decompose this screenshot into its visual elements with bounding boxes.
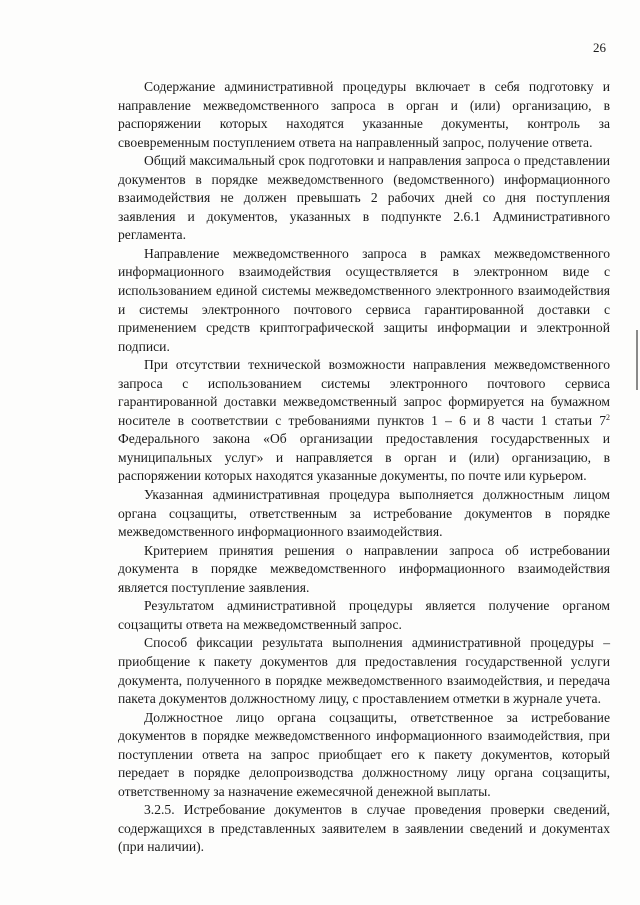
paragraph-responsible-official: Указанная административная процедура выполняется должностным лицом органа соцзащиты, ответственным за истребование документов в порядке межведомственного информационного взаимодействия.: [118, 487, 610, 540]
scan-edge-mark: [636, 330, 638, 390]
paragraph-procedure-result: Результатом административной процедуры является получение органом соцзащиты ответа на межведомственный запрос.: [118, 598, 610, 632]
paragraph-max-term: Общий максимальный срок подготовки и направления запроса о представлении документов в порядке межведомственного (ведомственного) информационного взаимодействия не должен превышать 2 рабочих дней со дня поступления заявления и документов, указанных в подпункте 2.6.1 Административного регламента.: [118, 153, 610, 243]
paragraph-procedure-content: Содержание административной процедуры включает в себя подготовку и направление межведомственного запроса в орган и (или) организацию, в распоряжении которых находятся указанные документы, контроль за своевременным поступлением ответа на направленный запрос, получение ответа.: [118, 79, 610, 150]
paragraph-paper-request: [118, 356, 610, 486]
paragraph-section-3-2-5: 3.2.5. Истребование документов в случае проведения проверки сведений, содержащихся в представленных заявителем в заявлении сведений и документах (при наличии).: [118, 802, 610, 855]
paragraph-official-actions: Должностное лицо органа соцзащиты, ответственное за истребование документов в порядке межведомственного информационного взаимодействия, при поступлении ответа на запрос приобщает его к пакету документов, который передает в порядке делопроизводства должностному лицу органа соцзащиты, ответственному за назначение ежемесячной денежной выплаты.: [118, 709, 610, 799]
paragraph-fixation-method: Способ фиксации результата выполнения административной процедуры – приобщение к пакету документов для предоставления государственной услуги документа, полученного в порядке межведомственного взаимодействия, и передача пакета документов должностному лицу, с проставлением отметки в журнале учета.: [118, 635, 610, 707]
paragraph-decision-criterion: Критерием принятия решения о направлении запроса об истребовании документа в порядке межведомственного информационного взаимодействия является поступление заявления.: [118, 542, 610, 595]
article-superscript: 2: [606, 412, 610, 422]
page-number: 26: [593, 40, 606, 55]
document-body: [118, 78, 610, 857]
paragraph-paper-request-text: При отсутствии технической возможности направления межведомственного запроса с использованием системы электронного почтового сервиса гарантированной доставки межведомственный запрос формируется на бумажном носителе в соответствии с требованиями пунктов 1 – 6 и 8 части 1 статьи 7: [118, 357, 610, 428]
paragraph-electronic-request: Направление межведомственного запроса в рамках межведомственного информационного взаимодействия осуществляется в электронном виде с использованием единой системы межведомственного электронного взаимодействия и системы электронного почтового сервиса гарантированной доставки с применением средств криптографической защиты информации и электронной подписи.: [118, 245, 610, 354]
paragraph-paper-request-text-cont: Федерального закона «Об организации предоставления государственных и муниципальных услуг» и направляется в орган и (или) организацию, в распоряжении которых находятся указанные документы, по почте или курьером.: [118, 431, 610, 484]
